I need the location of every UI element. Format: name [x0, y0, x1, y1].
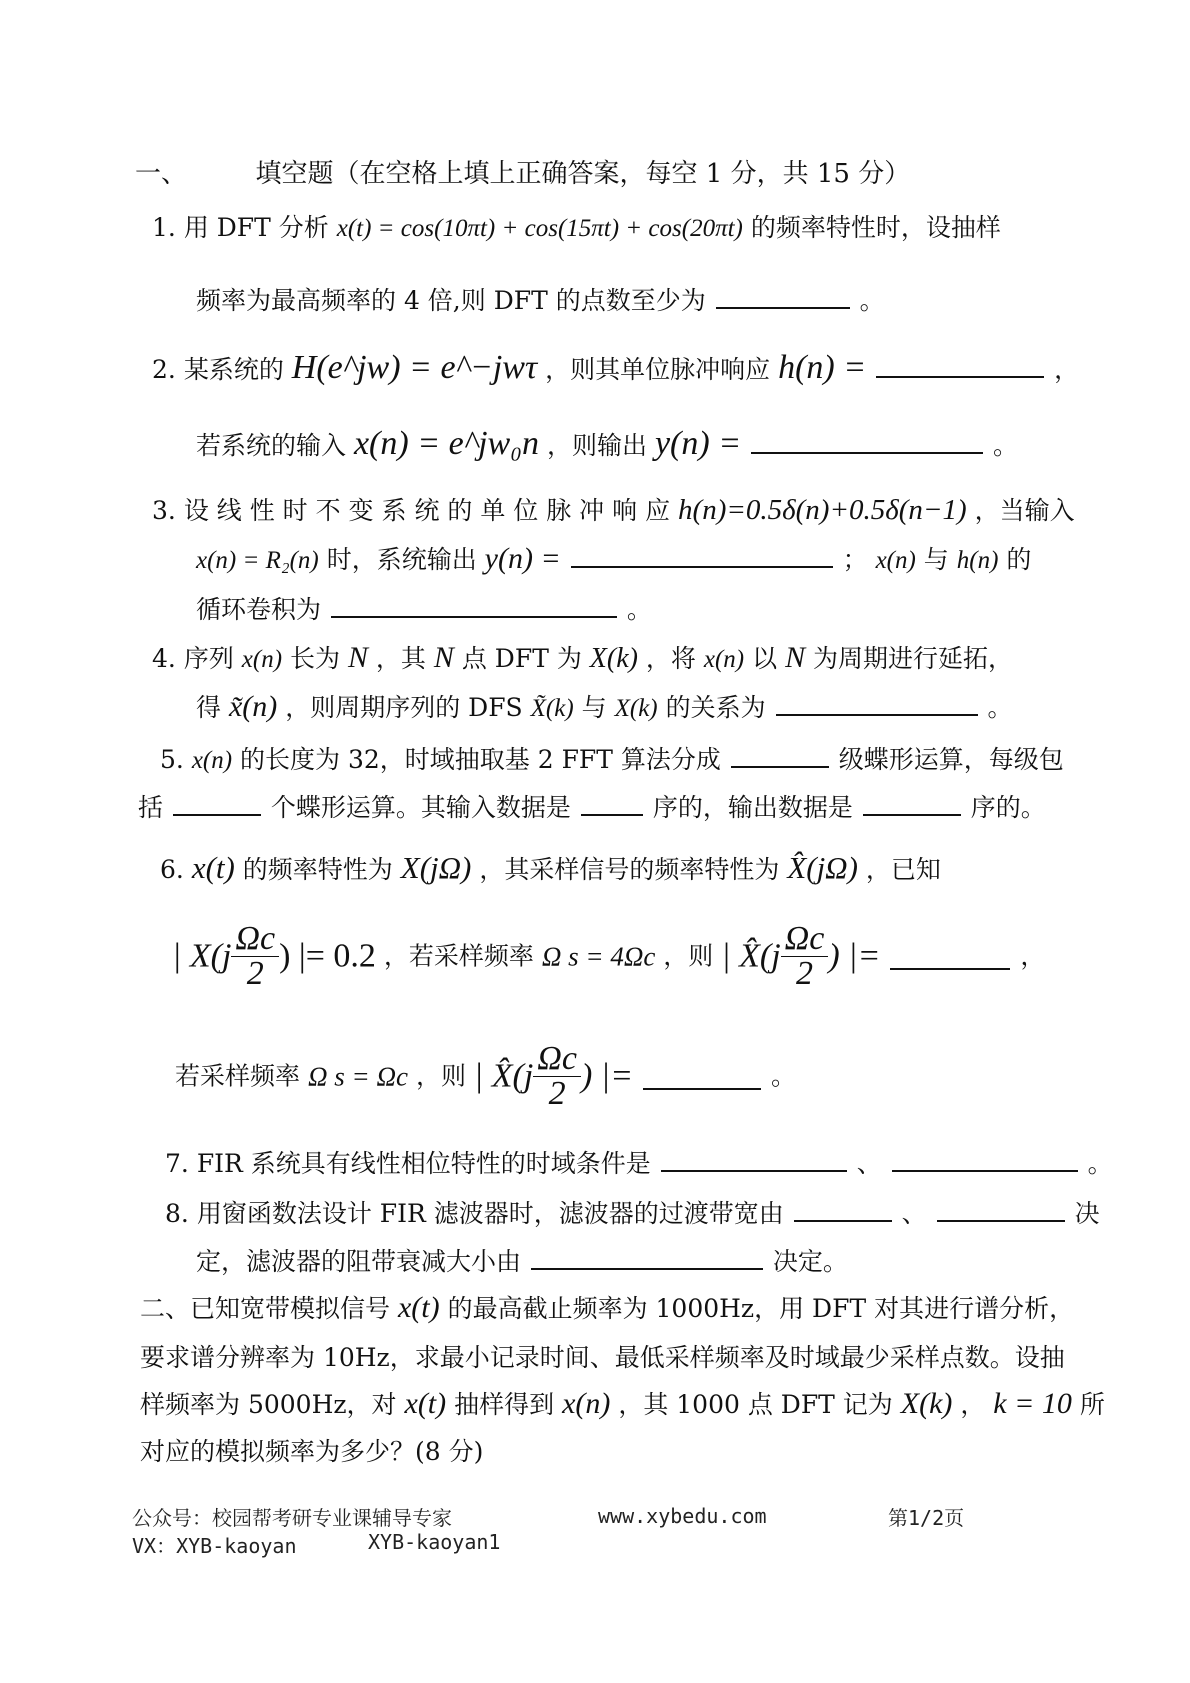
- q4-line1: [152, 642, 1013, 676]
- section2-text: 样频率为 5000Hz，对: [140, 1390, 397, 1419]
- section1-heading: [135, 158, 910, 190]
- q3-period: 。: [626, 595, 652, 624]
- q2-text: 某系统的: [183, 355, 284, 384]
- section2-line1: [140, 1292, 1074, 1325]
- section1-number: 一、: [135, 159, 188, 189]
- q5-answer-blank-2[interactable]: [173, 790, 261, 816]
- q5-text: 序的，输出数据是: [652, 793, 853, 822]
- q3-text: 时，系统输出: [326, 545, 477, 574]
- q8-number: 8.: [165, 1199, 189, 1228]
- q3-answer-blank-1[interactable]: [571, 542, 833, 568]
- q6-sampling-condition-2: Ω s = Ωc: [307, 1061, 408, 1092]
- q4-length-N: N: [433, 641, 454, 674]
- q6-number: 6.: [160, 855, 184, 884]
- q4-text: 的关系为: [665, 693, 766, 722]
- section2-line2: [140, 1342, 1065, 1374]
- section2-line4: [140, 1436, 483, 1468]
- q8-line2: [196, 1244, 848, 1278]
- q3-h: h(n): [956, 547, 999, 574]
- q1-line1: [152, 212, 1001, 245]
- q6-answer-blank-2[interactable]: [643, 1064, 761, 1090]
- section2-comma: ，: [960, 1390, 986, 1419]
- q4-text: 点 DFT 为: [461, 644, 582, 673]
- q2-answer-blank-2[interactable]: [751, 428, 983, 454]
- q7-answer-blank-2[interactable]: [892, 1146, 1078, 1172]
- q7-line: [165, 1146, 1113, 1180]
- q4-text: 序列: [183, 644, 234, 673]
- q6-text: ，若采样频率: [383, 941, 534, 971]
- q1-signal-formula: x(t) = cos(10πt) + cos(15πt) + cos(20πt): [336, 215, 743, 242]
- q4-length-N: N: [785, 641, 806, 674]
- q7-period: 。: [1087, 1149, 1113, 1178]
- section2-text: 对应的模拟频率为多少？(8 分): [140, 1437, 484, 1466]
- q6-frac-numerator: Ωc: [231, 922, 279, 957]
- q4-sequence: x(n): [241, 646, 283, 673]
- q2-answer-blank-1[interactable]: [876, 352, 1044, 378]
- q4-text: ，将: [645, 644, 696, 673]
- q1-text: 的频率特性时，设抽样: [750, 213, 1001, 242]
- q4-text: 与: [581, 693, 607, 722]
- q6-frac-numerator: Ωc: [781, 922, 829, 957]
- q4-period: 。: [987, 693, 1013, 722]
- footer-page-number: 第1/2页: [888, 1506, 965, 1530]
- q5-sequence: x(n): [191, 747, 233, 774]
- q6-text: 的频率特性为: [242, 855, 393, 884]
- section1-title: 填空题（在空格上填上正确答案，每空 1 分，共 15 分）: [255, 159, 911, 189]
- q2-text: ，则其单位脉冲响应: [545, 355, 771, 384]
- section2-text: 二、已知宽带模拟信号: [140, 1294, 391, 1323]
- q2-number: 2.: [152, 355, 176, 384]
- q4-text: 长为: [289, 644, 340, 673]
- q7-separator: 、: [856, 1149, 882, 1178]
- q6-abs-open-hat: | X̂(j: [721, 937, 781, 975]
- section2-k-value: k = 10: [993, 1387, 1072, 1420]
- section2-text: 的最高截止频率为 1000Hz，用 DFT 对其进行谱分析，: [447, 1294, 1075, 1323]
- q6-line1: [160, 852, 941, 886]
- q4-answer-blank[interactable]: [776, 690, 978, 716]
- section2-signal: x(t): [397, 1291, 440, 1324]
- q4-dft: X(k): [614, 695, 658, 722]
- q5-line2: [138, 790, 1046, 824]
- q2-comma: ，: [1054, 355, 1080, 384]
- q6-line2: [172, 920, 1045, 992]
- q6-period: 。: [771, 1061, 797, 1091]
- footer-wechat-id-2: XYB-kaoyan1: [368, 1530, 501, 1554]
- q6-sampling-condition-1: Ω s = 4Ωc: [541, 941, 656, 972]
- q8-answer-blank-1[interactable]: [794, 1196, 892, 1222]
- q6-sampled-spectrum: X̂(jΩ): [787, 850, 858, 885]
- q1-number: 1.: [152, 213, 176, 242]
- q6-text: 若采样频率: [175, 1061, 301, 1091]
- q4-text: 为周期进行延拓，: [813, 644, 1014, 673]
- q6-spectrum: X(jΩ): [400, 850, 472, 885]
- q3-number: 3.: [152, 496, 176, 525]
- q2-text: 若系统的输入: [196, 431, 347, 460]
- section2-dft: X(k): [900, 1387, 953, 1420]
- q2-period: 。: [993, 431, 1019, 460]
- q5-text: 序的。: [970, 793, 1046, 822]
- q3-text: 与: [923, 545, 949, 574]
- q5-text: 括: [138, 793, 164, 822]
- q5-line1: [160, 742, 1064, 777]
- q7-number: 7.: [165, 1149, 189, 1178]
- q3-text: 设 线 性 时 不 变 系 统 的 单 位 脉 冲 响 应: [183, 496, 671, 525]
- q1-line2: [196, 283, 885, 317]
- q8-answer-blank-2[interactable]: [937, 1196, 1065, 1222]
- q8-answer-blank-3[interactable]: [531, 1244, 763, 1270]
- q6-fraction: [781, 922, 829, 991]
- q6-abs-close: ) |=: [828, 937, 881, 975]
- q2-transfer-function: H(e^jw) = e^−jwτ: [291, 349, 538, 386]
- q5-number: 5.: [160, 745, 184, 774]
- q6-frac-denominator: 2: [548, 1075, 566, 1112]
- q8-line1: [165, 1196, 1100, 1230]
- q3-semicolon: ；: [842, 545, 868, 574]
- q5-text: 个蝶形运算。其输入数据是: [270, 793, 571, 822]
- q3-x: x(n): [875, 547, 916, 574]
- footer-website: www.xybedu.com: [598, 1504, 767, 1528]
- q3-output: y(n) =: [484, 542, 561, 575]
- q2-text: ，则输出: [546, 431, 647, 460]
- q3-line3: [196, 592, 652, 626]
- q4-dfs: X̃(k): [530, 695, 574, 722]
- q6-text: ，则: [663, 941, 714, 971]
- q6-line3: [175, 1040, 796, 1112]
- q8-text: 用窗函数法设计 FIR 滤波器时，滤波器的过渡带宽由: [196, 1199, 784, 1228]
- q4-periodic-sequence: x̃(n): [228, 690, 278, 723]
- q2-impulse-response: h(n) =: [778, 349, 867, 386]
- footer-wechat-account: 公众号：校园帮考研专业课辅导专家: [132, 1506, 452, 1530]
- q3-answer-blank-2[interactable]: [331, 592, 617, 618]
- q6-frac-denominator: 2: [795, 955, 813, 992]
- q3-line1: [152, 494, 1075, 527]
- q3-line2: [196, 542, 1031, 577]
- footer-wechat-id: VX：XYB-kaoyan: [132, 1534, 297, 1558]
- q6-text: ，其采样信号的频率特性为: [479, 855, 780, 884]
- section2-text: ，其 1000 点 DFT 记为: [618, 1390, 893, 1419]
- q6-fraction: [231, 922, 279, 991]
- q5-answer-blank-4[interactable]: [863, 790, 961, 816]
- q8-text: 决: [1074, 1199, 1100, 1228]
- q4-dft: X(k): [589, 643, 638, 674]
- q2-output-signal: y(n) =: [654, 425, 742, 462]
- q1-answer-blank[interactable]: [716, 283, 850, 309]
- q4-sequence: x(n): [703, 646, 745, 673]
- q7-text: FIR 系统具有线性相位特性的时域条件是: [196, 1149, 651, 1178]
- q7-answer-blank-1[interactable]: [661, 1146, 847, 1172]
- q5-answer-blank-3[interactable]: [581, 790, 643, 816]
- q6-abs-close: ) |=: [580, 1057, 634, 1095]
- q3-input: x(n) = R₂(n): [196, 547, 319, 574]
- q6-signal: x(t): [191, 850, 235, 885]
- q1-period: 。: [859, 286, 885, 315]
- q3-text: 的: [1006, 545, 1032, 574]
- q5-text: 的长度为 32，时域抽取基 2 FFT 算法分成: [240, 745, 721, 774]
- q6-comma: ，: [1020, 941, 1046, 971]
- q4-text: ，则周期序列的 DFS: [285, 693, 523, 722]
- q6-text: ，则: [415, 1061, 466, 1091]
- q1-text: 用 DFT 分析: [183, 213, 329, 242]
- q3-text: 循环卷积为: [196, 595, 322, 624]
- q4-line2: [196, 690, 1013, 725]
- q6-frac-numerator: Ωc: [533, 1042, 581, 1077]
- q6-abs-open-hat: | X̂(j: [473, 1057, 534, 1095]
- q4-length-N: N: [347, 641, 368, 674]
- section2-line3: [140, 1388, 1105, 1421]
- q4-number: 4.: [152, 644, 176, 673]
- q5-text: 级蝶形运算，每级包: [838, 745, 1064, 774]
- q2-input-signal: x(n) = e^jw₀n: [353, 425, 540, 462]
- q6-answer-blank-1[interactable]: [890, 944, 1010, 970]
- q8-text: 定，滤波器的阻带衰减大小由: [196, 1247, 522, 1276]
- section2-text: 要求谱分辨率为 10Hz，求最小记录时间、最低采样频率及时域最少采样点数。设抽: [140, 1343, 1065, 1372]
- q6-magnitude-value: ) |= 0.2: [279, 937, 376, 975]
- section2-text: 所: [1079, 1390, 1105, 1419]
- q6-fraction: [533, 1042, 581, 1111]
- q2-line2: [196, 425, 1019, 462]
- q3-impulse-response: h(n)=0.5δ(n)+0.5δ(n−1): [678, 494, 967, 526]
- q2-line1: [152, 349, 1080, 386]
- section2-signal: x(t): [404, 1387, 447, 1420]
- q8-separator: 、: [901, 1199, 927, 1228]
- q4-text: 以: [752, 644, 778, 673]
- section2-sequence: x(n): [562, 1387, 611, 1420]
- section2-text: 抽样得到: [454, 1390, 555, 1419]
- q1-text: 频率为最高频率的 4 倍,则 DFT 的点数至少为: [196, 286, 706, 315]
- q3-text: ，当输入: [974, 496, 1075, 525]
- q6-frac-denominator: 2: [246, 955, 264, 992]
- q4-text: 得: [196, 693, 222, 722]
- q8-text: 决定。: [772, 1247, 848, 1276]
- q6-abs-open: | X(j: [172, 937, 232, 975]
- q5-answer-blank-1[interactable]: [731, 742, 829, 768]
- q6-text: ，已知: [865, 855, 941, 884]
- q4-text: ，其: [375, 644, 426, 673]
